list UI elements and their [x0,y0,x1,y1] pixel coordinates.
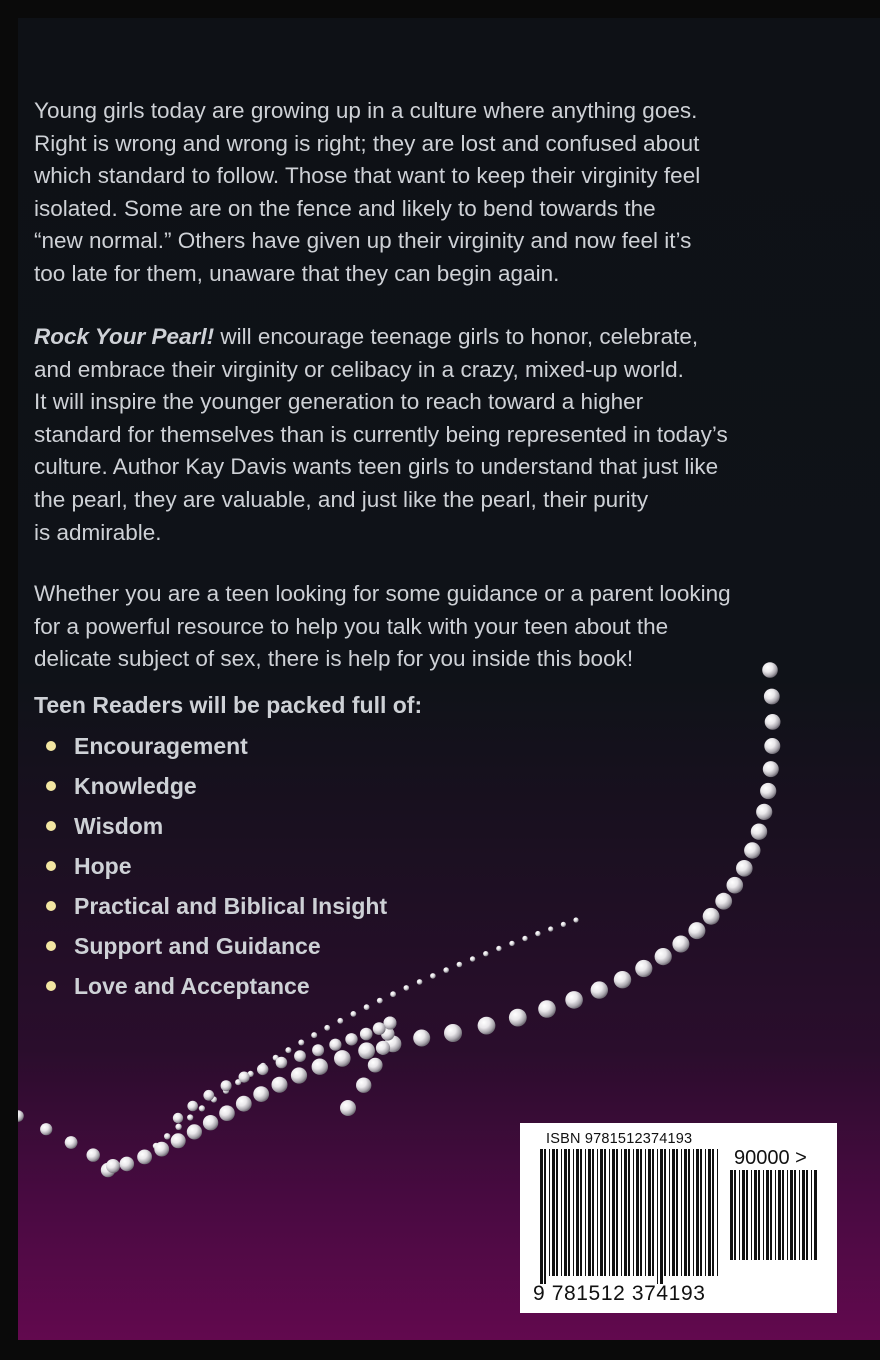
pearl [413,1030,430,1047]
pearl-strand [18,662,780,1177]
barcode-bar [758,1170,760,1260]
pearl [535,931,540,936]
list-item-label: Knowledge [74,773,197,799]
pearl [377,998,383,1004]
barcode-bar [811,1170,812,1260]
pearl [203,1115,218,1130]
barcode-bar [734,1170,736,1260]
barcode-bar [561,1149,562,1276]
barcode-bar [708,1149,711,1276]
pearl [272,1077,288,1093]
list-item-label: Encouragement [74,733,248,759]
pearl [457,962,463,968]
pearl [430,973,436,979]
pearl [18,1110,24,1122]
barcode-bar [540,1149,543,1284]
barcode-bar [742,1170,745,1260]
barcode-bar [782,1170,784,1260]
barcode-bar [597,1149,598,1276]
pearl [154,1142,169,1157]
pearl [635,960,652,977]
pearl [291,1067,307,1083]
pearl [40,1123,52,1135]
pearl [688,922,705,939]
barcode-bar [628,1149,630,1276]
text-line: is admirable. [34,519,162,545]
text-line: Whether you are a teen looking for some guidance or a parent looking [34,581,731,606]
pearl [443,967,449,973]
pearl [345,1033,357,1045]
pearl [351,1011,357,1017]
pearl [614,971,631,988]
barcode-bar [573,1149,574,1276]
barcode-bar [552,1149,555,1276]
pearl [715,893,732,910]
text-line: for a powerful resource to help you talk with your teen about the [34,613,669,639]
pearl [478,1017,496,1035]
barcode-bars [540,1149,720,1284]
pearl [522,936,527,941]
barcode-bar [799,1170,800,1260]
pearl [356,1078,371,1093]
barcode-bar [604,1149,606,1276]
list-item-label: Love and Acceptance [74,973,310,999]
pearl [203,1090,214,1101]
pearl [376,1041,390,1055]
pearl [236,1096,252,1112]
barcode-bar [739,1170,740,1260]
barcode-bar [778,1170,781,1260]
pearl [187,1114,193,1120]
barcode-bar [564,1149,567,1276]
pearl [483,951,488,956]
pearl [329,1039,341,1051]
barcode-bar [568,1149,570,1276]
barcode-bar [664,1149,666,1276]
pearl [173,1113,183,1123]
pearl [390,991,396,997]
pearl [239,1072,250,1083]
barcode-bar [672,1149,675,1276]
pearl [106,1159,120,1173]
barcode-bar [696,1149,699,1276]
pearl [312,1044,324,1056]
barcode-bar [802,1170,805,1260]
pearl [561,922,566,927]
text-span: will encourage teenage girls to honor, celebrate, [214,324,699,349]
barcode-bar [600,1149,603,1276]
barcode-bar [657,1149,658,1284]
barcode-bar [717,1149,718,1276]
barcode-bar [576,1149,579,1276]
pearl [373,1022,386,1035]
barcode-bar [763,1170,764,1260]
pearl [334,1050,351,1067]
barcode-bar [730,1170,733,1260]
text-line: “new normal.” Others have given up their virginity and now feel it’s [34,228,692,254]
pearl [87,1148,100,1161]
barcode-bar [633,1149,634,1276]
pearl [565,991,583,1009]
barcode-bar [585,1149,586,1276]
barcode-bar [705,1149,706,1276]
pearl [751,824,767,840]
barcode-bar [592,1149,594,1276]
pearl [219,1105,235,1121]
pearl [703,908,720,925]
barcode-bar [624,1149,627,1276]
pearl [764,738,780,754]
barcode-bar [754,1170,757,1260]
pearl [312,1059,328,1075]
barcode-bar [580,1149,582,1276]
pearl [276,1057,288,1069]
pearl [509,1009,527,1027]
barcode-bar [660,1149,663,1284]
barcode-bar [616,1149,618,1276]
barcode-bar [794,1170,796,1260]
text-line: the pearl, they are valuable, and just like the pearl, their purity [34,486,649,512]
barcode-bar [787,1170,788,1260]
pearl [137,1150,152,1165]
pearl [187,1124,202,1139]
text-line: It will inspire the younger generation to reach toward a higher [34,389,644,415]
barcode-bar [770,1170,772,1260]
barcode-bar [790,1170,793,1260]
barcode-bar [676,1149,678,1276]
barcode-bar [636,1149,639,1276]
pearl [187,1101,198,1112]
isbn-barcode [520,1123,837,1313]
barcode-bar [746,1170,748,1260]
text-line: which standard to follow. Those that want to keep their virginity feel [34,163,701,189]
pearl [764,689,780,705]
barcode-bar [684,1149,687,1276]
pearl [496,946,501,951]
pearl [294,1050,306,1062]
book-title: Rock Your Pearl! [34,324,215,349]
barcode-bar [688,1149,690,1276]
text-line: culture. Author Kay Davis wants teen girls to understand that just like [34,454,719,480]
barcode-bar [549,1149,550,1276]
barcode-bar [609,1149,610,1276]
list-item-label: Practical and Biblical Insight [74,893,388,919]
barcode-bar [751,1170,752,1260]
pearl [573,917,578,922]
pearl [175,1124,181,1130]
barcode-bar [700,1149,702,1276]
barcode-bar [556,1149,558,1276]
text-line: isolated. Some are on the fence and likely to bend towards the [34,195,656,221]
pearl [655,948,672,965]
back-cover [18,18,880,1340]
barcode-bar [621,1149,622,1276]
pearl [337,1018,343,1024]
text-line: and embrace their virginity or celibacy in a crazy, mixed-up world. [34,356,684,382]
pearl [763,761,779,777]
pearl [756,804,772,820]
pearl [368,1058,383,1073]
pearl [672,936,689,953]
pearl [444,1024,461,1041]
pearl [221,1080,232,1091]
pearl [364,1004,370,1010]
pearl [285,1047,291,1053]
pearl [404,985,410,991]
list-item-label: Wisdom [74,813,164,839]
addon-barcode-bars [730,1170,820,1280]
barcode-bar [640,1149,642,1276]
barcode-digits: 9 781512 374193 [533,1282,706,1305]
pearl [548,926,553,931]
barcode-bar [681,1149,682,1276]
benefits-heading: Teen Readers will be packed full of: [34,692,423,718]
list-item-label: Support and Guidance [74,933,321,959]
barcode-bar [775,1170,776,1260]
list-item-label: Hope [74,853,132,879]
pearl [727,877,744,894]
barcode-bar [712,1149,714,1276]
pearl [199,1105,205,1111]
pearl [760,783,776,799]
pearl [340,1100,356,1116]
barcode-bar [544,1149,546,1284]
barcode-bar [612,1149,615,1276]
pearl [120,1157,135,1172]
barcode-bar [693,1149,694,1276]
pearl [171,1133,186,1148]
pearl [417,979,423,985]
pearl [470,956,475,961]
text-line: Right is wrong and wrong is right; they are lost and confused about [34,130,700,156]
pearl [736,860,753,877]
pearl [164,1133,170,1139]
pearl [360,1028,373,1041]
pearl [765,714,781,730]
text-line: standard for themselves than is currently being represented in today’s [34,421,728,447]
barcode-bar [766,1170,769,1260]
pearl [509,941,514,946]
pearl [65,1136,78,1149]
barcode-bar [588,1149,591,1276]
barcode-bar [645,1149,646,1276]
pearl [358,1042,375,1059]
pearl [744,842,760,858]
price-code: 90000 > [734,1147,807,1169]
pearl [253,1086,269,1102]
pearl [257,1064,268,1075]
pearl [311,1032,317,1038]
pearl [538,1000,556,1018]
isbn-label: ISBN 9781512374193 [546,1131,693,1147]
barcode-bar [648,1149,651,1276]
pearl [762,662,778,678]
pearl [591,981,608,998]
text-line: Young girls today are growing up in a culture where anything goes. [34,98,698,123]
barcode-bar [652,1149,654,1276]
text-line: delicate subject of sex, there is help for you inside this book! [34,646,634,672]
text-line: too late for them, unaware that they can begin again. [34,260,560,286]
pearl [298,1040,304,1046]
barcode-bar [806,1170,808,1260]
pearl [324,1025,330,1031]
barcode-bar [669,1149,670,1276]
barcode-bar [814,1170,817,1260]
